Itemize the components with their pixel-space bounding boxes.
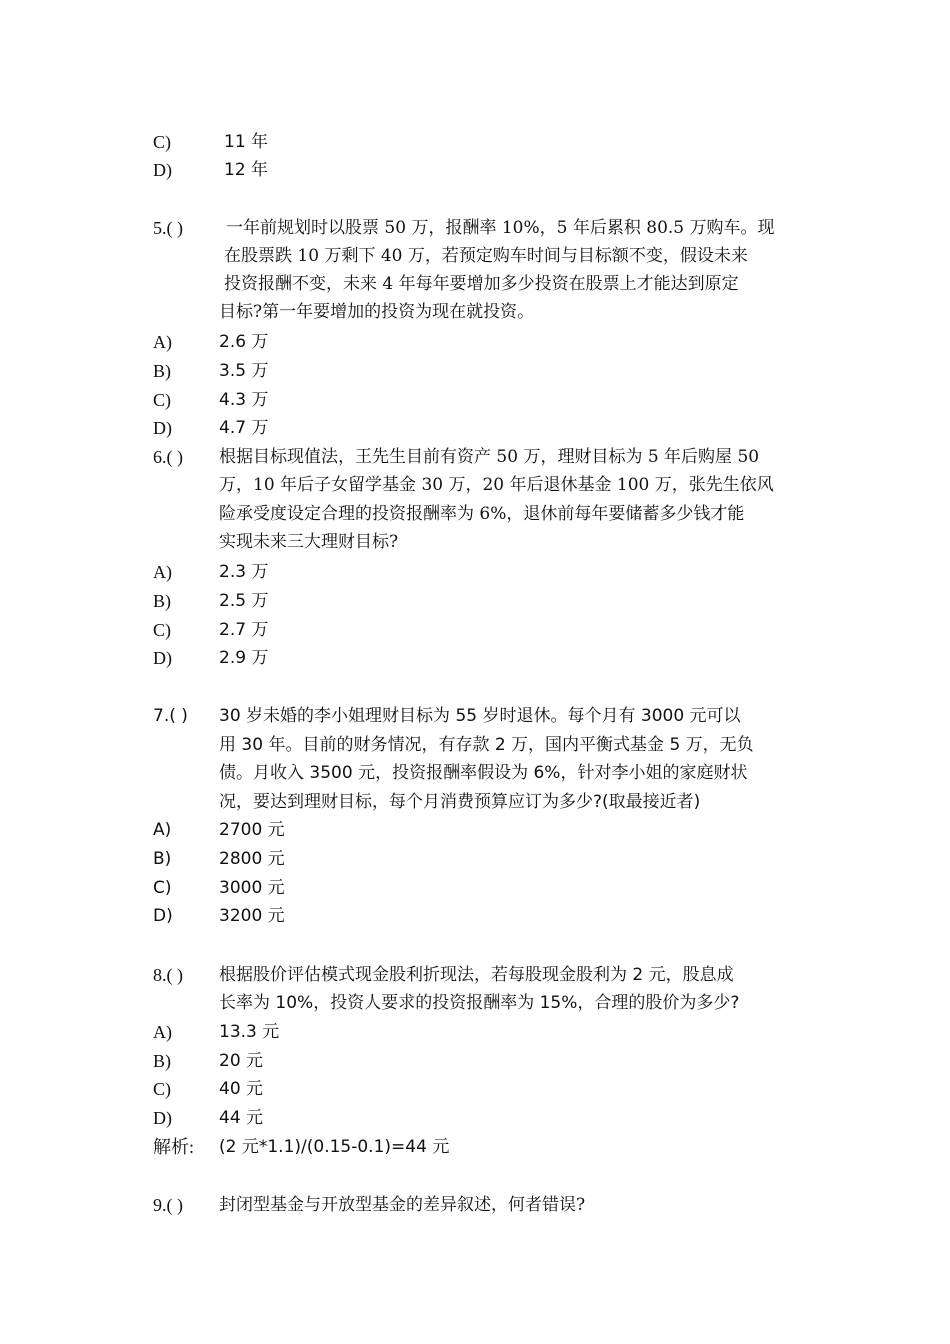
question-number: 8.( ) <box>153 965 183 985</box>
option-text: 44 元 <box>219 1108 264 1128</box>
option-text: 13.3 元 <box>219 1022 280 1042</box>
option-label: A) <box>153 1022 172 1042</box>
option-label: D) <box>153 648 172 668</box>
option-label: D) <box>153 160 172 180</box>
option-text: 4.7 万 <box>219 418 269 438</box>
option-text: 20 元 <box>219 1051 264 1071</box>
option-text: 11 年 <box>224 132 269 152</box>
option-text: 4.3 万 <box>219 390 269 410</box>
option-label: A) <box>153 562 172 582</box>
option-label: C) <box>153 390 171 410</box>
option-text: 2700 元 <box>219 820 285 840</box>
option-text: 2.9 万 <box>219 648 269 668</box>
option-label: A) <box>153 820 172 840</box>
question-text-line: 实现未来三大理财目标? <box>219 532 399 552</box>
question-text-line: 况，要达到理财目标，每个月消费预算应订为多少?(取最接近者) <box>219 792 701 812</box>
option-label: D) <box>153 906 173 926</box>
analysis-text: (2 元*1.1)/(0.15-0.1)=44 元 <box>219 1137 450 1157</box>
analysis-label: 解析: <box>153 1137 195 1157</box>
question-text-line: 30 岁未婚的李小姐理财目标为 55 岁时退休。每个月有 3000 元可以 <box>219 706 741 726</box>
option-text: 2.5 万 <box>219 591 269 611</box>
question-text-line: 在股票跌 10 万剩下 40 万，若预定购车时间与目标额不变，假设未来 <box>224 246 748 266</box>
option-text: 40 元 <box>219 1079 264 1099</box>
option-label: B) <box>153 591 171 611</box>
question-text-line: 万，10 年后子女留学基金 30 万，20 年后退休基金 100 万，张先生依风 <box>219 475 774 495</box>
option-label: B) <box>153 849 172 869</box>
option-label: C) <box>153 878 172 898</box>
question-number: 5.( ) <box>153 218 183 238</box>
option-text: 2800 元 <box>219 849 285 869</box>
option-label: C) <box>153 1079 171 1099</box>
option-label: B) <box>153 361 171 381</box>
question-number: 9.( ) <box>153 1195 183 1215</box>
question-text-line: 长率为 10%，投资人要求的投资报酬率为 15%，合理的股价为多少? <box>219 993 740 1013</box>
option-text: 3000 元 <box>219 878 285 898</box>
option-text: 3.5 万 <box>219 361 269 381</box>
option-label: D) <box>153 418 172 438</box>
option-label: A) <box>153 332 172 352</box>
question-text-line: 用 30 年。目前的财务情况，有存款 2 万，国内平衡式基金 5 万，无负 <box>219 735 754 755</box>
option-text: 2.3 万 <box>219 562 269 582</box>
option-label: C) <box>153 132 171 152</box>
option-text: 2.6 万 <box>219 332 269 352</box>
question-text-line: 目标?第一年要增加的投资为现在就投资。 <box>219 302 535 322</box>
question-text-line: 根据股价评估模式现金股利折现法，若每股现金股利为 2 元，股息成 <box>219 965 734 985</box>
option-text: 2.7 万 <box>219 620 269 640</box>
question-number: 7.( ) <box>153 706 188 726</box>
question-text-line: 险承受度设定合理的投资报酬率为 6%，退休前每年要储蓄多少钱才能 <box>219 504 745 524</box>
question-number: 6.( ) <box>153 447 183 467</box>
option-text: 12 年 <box>224 160 269 180</box>
option-label: D) <box>153 1108 172 1128</box>
question-text-line: 根据目标现值法，王先生目前有资产 50 万，理财目标为 5 年后购屋 50 <box>219 447 760 467</box>
option-label: C) <box>153 620 171 640</box>
question-text-line: 债。月收入 3500 元，投资报酬率假设为 6%，针对李小姐的家庭财状 <box>219 763 748 783</box>
question-text-line: 一年前规划时以股票 50 万，报酬率 10%，5 年后累积 80.5 万购车。现 <box>226 218 775 238</box>
option-text: 3200 元 <box>219 906 285 926</box>
question-text-line: 封闭型基金与开放型基金的差异叙述，何者错误? <box>219 1195 586 1215</box>
option-label: B) <box>153 1051 171 1071</box>
question-text-line: 投资报酬不变，未来 4 年每年要增加多少投资在股票上才能达到原定 <box>224 274 739 294</box>
